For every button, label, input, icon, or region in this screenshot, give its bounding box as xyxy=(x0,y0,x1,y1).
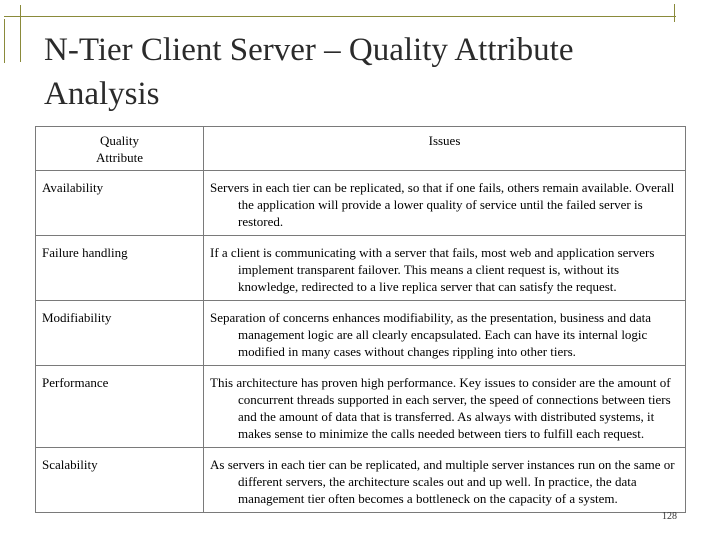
attribute-cell: Performance xyxy=(36,366,204,448)
table-row xyxy=(36,448,686,513)
issue-text: Servers in each tier can be replicated, so that if one fails, others remain available. Overall the application will provide a lower quality of service until the failed server is restored. xyxy=(210,180,675,229)
issue-cell xyxy=(204,236,686,301)
attribute-cell: Modifiability xyxy=(36,301,204,366)
decorative-vertical-line xyxy=(20,5,21,62)
issue-text: As servers in each tier can be replicated, and multiple server instances run on the same or different servers, the architecture scales out and up well. In practice, the data management tier often becomes a bottleneck on the capacity of a system. xyxy=(210,457,675,506)
table-header-row xyxy=(36,127,686,171)
table-row xyxy=(36,301,686,366)
attribute-cell: Failure handling xyxy=(36,236,204,301)
table-row xyxy=(36,366,686,448)
decorative-right-tick xyxy=(674,4,675,22)
table-row xyxy=(36,236,686,301)
issue-cell xyxy=(204,366,686,448)
issue-text: This architecture has proven high performance. Key issues to consider are the amount of concurrent threads supported in each server, the speed of connections between tiers and the amount of data that is transferred. As always with distributed systems, it makes sense to minimize the calls needed between tiers to fulfill each request. xyxy=(210,375,671,441)
issue-text: Separation of concerns enhances modifiability, as the presentation, business and data management logic are all clearly encapsulated. Each can have its internal logic modified in many cases without changes rippling into other tiers. xyxy=(210,310,652,359)
issue-cell xyxy=(204,448,686,513)
page-number: 128 xyxy=(662,511,677,522)
decorative-left-bar xyxy=(4,19,5,63)
header-issues: Issues xyxy=(204,127,686,171)
attribute-cell: Availability xyxy=(36,171,204,236)
quality-attribute-table xyxy=(35,126,686,513)
issue-text: If a client is communicating with a server that fails, most web and application servers implement transparent failover. This means a client request is, without its knowledge, redirected to a live replica server that can satisfy the request. xyxy=(210,245,655,294)
header-quality-attribute: Quality Attribute xyxy=(36,127,204,171)
decorative-top-line xyxy=(4,16,676,17)
slide-title: N-Tier Client Server – Quality Attribute Analysis xyxy=(44,32,574,112)
attribute-cell: Scalability xyxy=(36,448,204,513)
issue-cell xyxy=(204,171,686,236)
issue-cell xyxy=(204,301,686,366)
table-row xyxy=(36,171,686,236)
